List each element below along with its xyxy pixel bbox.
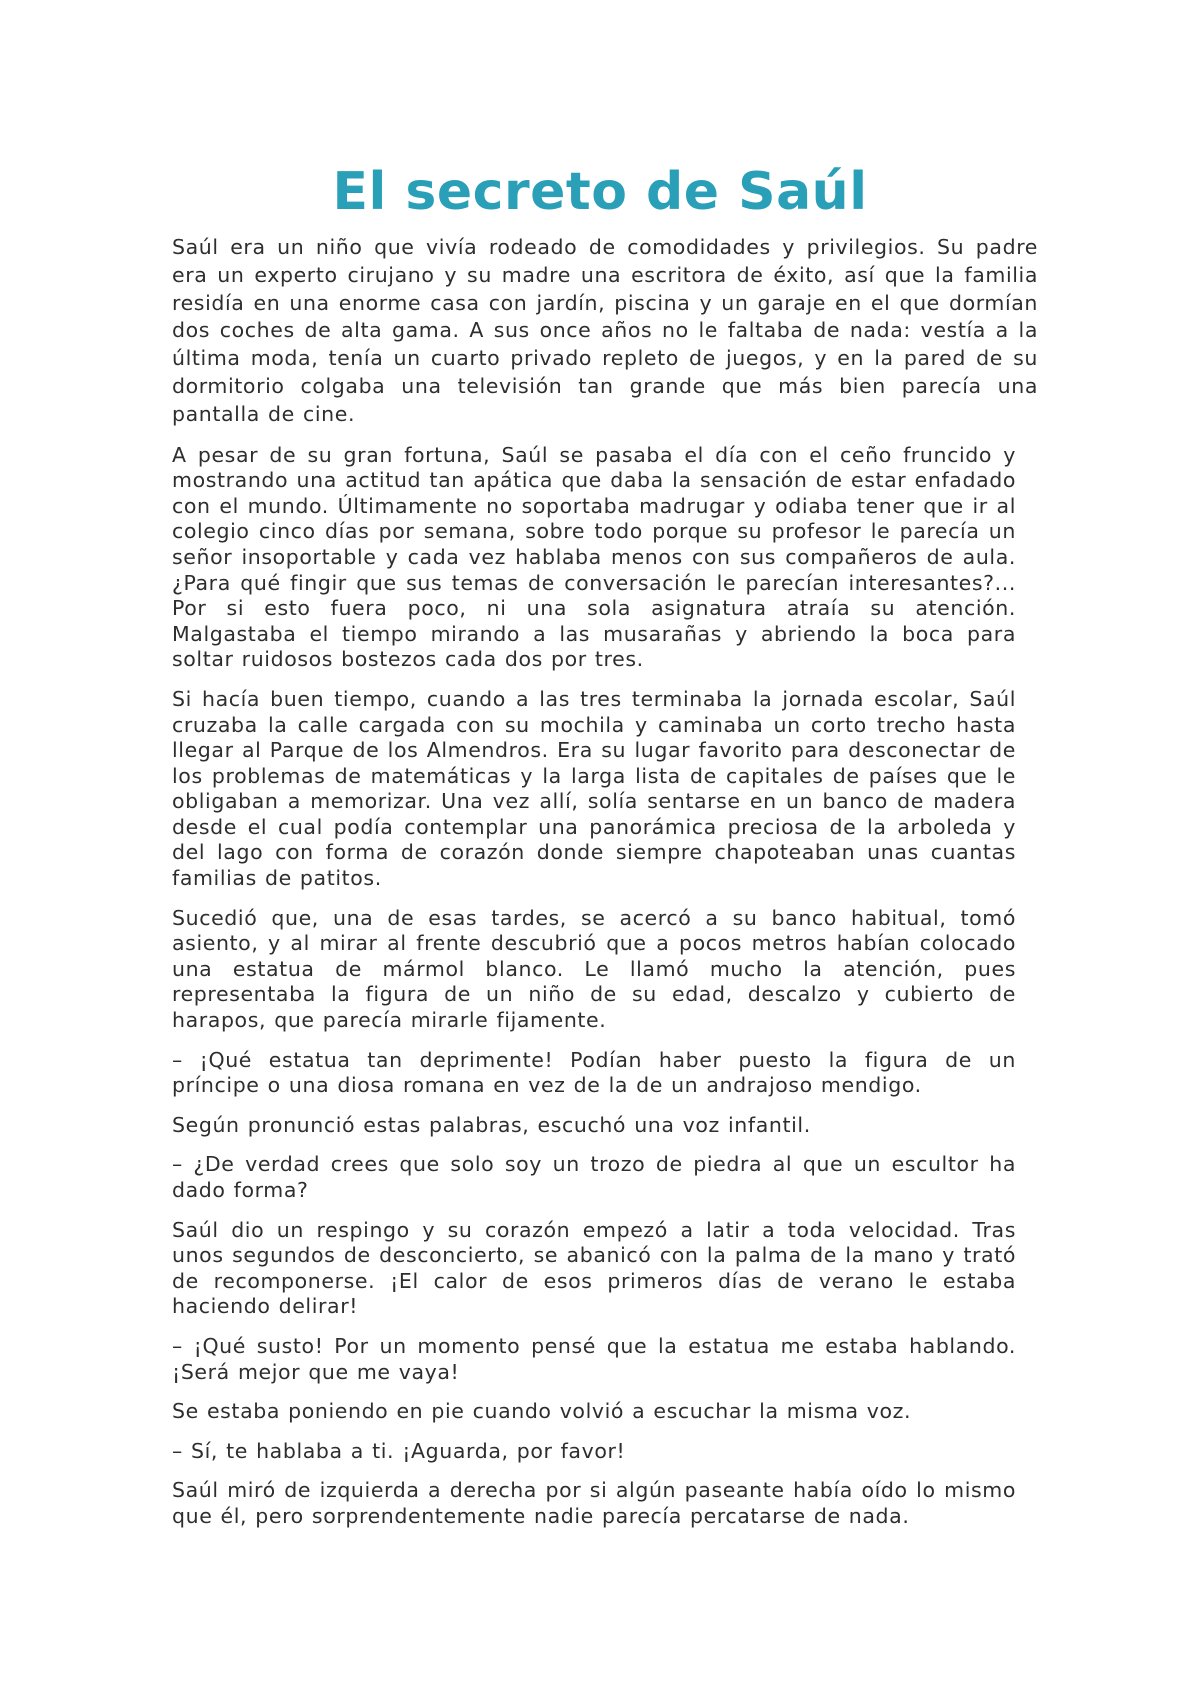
story-paragraph: Según pronunció estas palabras, escuchó una voz infantil. (172, 1112, 811, 1137)
dialogue-line: – Sí, te hablaba a ti. ¡Aguarda, por favor! (172, 1438, 626, 1463)
story-paragraph: Se estaba poniendo en pie cuando volvió a escuchar la misma voz. (172, 1399, 912, 1424)
story-paragraph: Saúl miró de izquierda a derecha por si algún paseante había oído lo mismo que él, pero sorprendentemente nadie parecía percatarse de nada. (172, 1478, 1016, 1528)
story-paragraph: Sucedió que, una de esas tardes, se acercó a su banco habitual, tomó asiento, y al mirar al frente descubrió que a pocos metros habían colocado una estatua de mármol blanco. Le llamó mucho la atención, pues representaba la figura de un niño de su edad, descalzo y cubierto de harapos, que parecía mirarle fijamente. (172, 905, 1016, 1033)
story-paragraph: A pesar de su gran fortuna, Saúl se pasaba el día con el ceño fruncido y mostrando una actitud tan apática que daba la sensación de estar enfadado con el mundo. Últimamente no soportaba madrugar y odiaba tener que ir al colegio cinco días por semana, sobre todo porque su profesor le parecía un señor insoportable y cada vez hablaba menos con sus compañeros de aula. ¿Para qué fingir que sus temas de conversación le parecían interesantes?... Por si esto fuera poco, ni una sola asignatura atraía su atención. Malgastaba el tiempo mirando a las musarañas y abriendo la boca para soltar ruidosos bostezos cada dos por tres. (172, 442, 1016, 672)
dialogue-line: – ¿De verdad crees que solo soy un trozo de piedra al que un escultor ha dado forma? (172, 1152, 1016, 1203)
dialogue-line: – ¡Qué estatua tan deprimente! Podían haber puesto la figura de un príncipe o una diosa romana en vez de la de un andrajoso mendigo. (172, 1047, 1016, 1098)
story-paragraph: Saúl dio un respingo y su corazón empezó a latir a toda velocidad. Tras unos segundos de desconcierto, se abanicó con la palma de la mano y trató de recomponerse. ¡El calor de esos primeros días de verano le estaba haciendo delirar! (172, 1217, 1016, 1319)
story-title: El secreto de Saúl (332, 162, 868, 222)
story-paragraph: Saúl era un niño que vivía rodeado de comodidades y privilegios. Su padre era un experto cirujano y su madre una escritora de éxito, así que la familia residía en una enorme casa con jardín, piscina y un garaje en el que dormían dos coches de alta gama. A sus once años no le faltaba de nada: vestía a la última moda, tenía un cuarto privado repleto de juegos, y en la pared de su dormitorio colgaba una televisión tan grande que más bien parecía una pantalla de cine. (172, 235, 1038, 426)
dialogue-line: – ¡Qué susto! Por un momento pensé que la estatua me estaba hablando. ¡Será mejor que me vaya! (172, 1333, 1016, 1384)
story-paragraph: Si hacía buen tiempo, cuando a las tres terminaba la jornada escolar, Saúl cruzaba la calle cargada con su mochila y caminaba un corto trecho hasta llegar al Parque de los Almendros. Era su lugar favorito para desconectar de los problemas de matemáticas y la larga lista de capitales de países que le obligaban a memorizar. Una vez allí, solía sentarse en un banco de madera desde el cual podía contemplar una panorámica preciosa de la arboleda y del lago con forma de corazón donde siempre chapoteaban unas cuantas familias de patitos. (172, 686, 1016, 891)
story-body (172, 234, 1038, 1544)
